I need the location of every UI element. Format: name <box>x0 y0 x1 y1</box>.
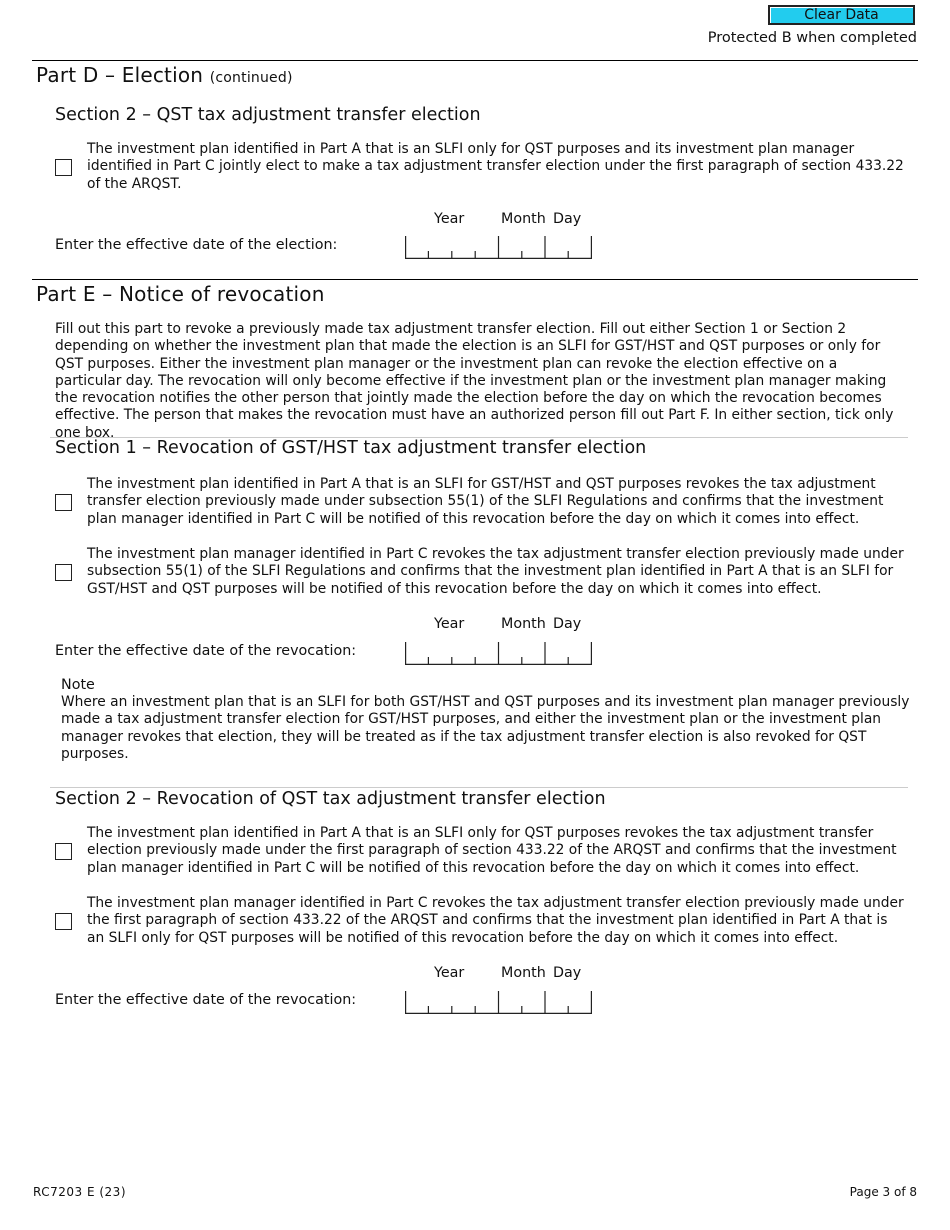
revoke-qst-manager-checkbox[interactable] <box>55 913 72 930</box>
protected-label: Protected B when completed <box>707 30 917 46</box>
part-d-section2-title: Section 2 – QST tax adjustment transfer election <box>55 105 481 125</box>
page-number: Page 3 of 8 <box>849 1185 917 1199</box>
part-d-title <box>36 63 293 87</box>
note-heading: Note <box>61 677 95 693</box>
part-e-section2-title: Section 2 – Revocation of QST tax adjustment transfer election <box>55 789 606 809</box>
part-e-section1-title: Section 1 – Revocation of GST/HST tax adjustment transfer election <box>55 438 647 458</box>
divider <box>50 787 908 788</box>
year-header: Year <box>434 965 465 981</box>
part-e-intro: Fill out this part to revoke a previously made tax adjustment transfer election. Fill out either Section 1 or Section 2 depending on whether the investment plan that made the election is an SLFI for GST/HST and QST purposes or only for QST purposes. Either the investment plan manager or the investment plan can revoke the election effective on a particular day. The revocation will only become effective if the investment plan or the investment plan manager making the revocation notifies the other person that jointly made the election before the day on which the revocation becomes effective. The person that makes the revocation must have an authorized person fill out Part F. In either section, tick only one box. <box>55 321 894 441</box>
form-code: RC7203 E (23) <box>33 1185 127 1199</box>
divider <box>32 60 918 61</box>
note-text: Where an investment plan that is an SLFI for both GST/HST and QST purposes and its investment plan manager previously made a tax adjustment transfer election for GST/HST purposes, and either the investment plan or the investment plan manager revokes that election, they will be treated as if the tax adjustment transfer election is also revoked for QST purposes. <box>61 694 910 762</box>
qst-election-checkbox[interactable] <box>55 159 72 176</box>
part-e-title: Part E – Notice of revocation <box>36 282 325 306</box>
year-header: Year <box>434 616 465 632</box>
election-date-label: Enter the effective date of the election: <box>55 237 338 253</box>
revoke-qst-plan-checkbox[interactable] <box>55 843 72 860</box>
revoke-gst-manager-text: The investment plan manager identified in Part C revokes the tax adjustment transfer election previously made under subsection 55(1) of the SLFI Regulations and confirms that the investment plan identified in Part A that is an SLFI for GST/HST and QST purposes will be notified of this revocation before the day on which it comes into effect. <box>87 546 904 597</box>
revoke-qst-plan-text: The investment plan identified in Part A that is an SLFI only for QST purposes revokes the tax adjustment transfer election previously made under the first paragraph of section 433.22 of the ARQST and confirms that the investment plan manager identified in Part C will be notified of this revocation before the day on which it comes into effect. <box>87 825 897 876</box>
continued-label: (continued) <box>209 70 293 86</box>
qst-election-text: The investment plan identified in Part A that is an SLFI only for QST purposes and its investment plan manager identified in Part C jointly elect to make a tax adjustment transfer election under the first paragraph of section 433.22 of the ARQST. <box>87 141 904 192</box>
revoke-gst-manager-checkbox[interactable] <box>55 564 72 581</box>
part-d-title-text: Part D – Election <box>36 63 204 87</box>
day-header: Day <box>553 616 582 632</box>
revoke-qst-manager-text: The investment plan manager identified in Part C revokes the tax adjustment transfer election previously made under the first paragraph of section 433.22 of the ARQST and confirms that the investment plan identified in Part A that is an SLFI only for QST purposes will be notified of this revocation before the day on which it comes into effect. <box>87 895 904 946</box>
day-header: Day <box>553 965 582 981</box>
month-header: Month <box>501 616 546 632</box>
year-header: Year <box>434 211 465 227</box>
election-date-field[interactable] <box>405 236 592 259</box>
revocation-date-field-2[interactable] <box>405 991 592 1014</box>
revoke-gst-plan-text: The investment plan identified in Part A that is an SLFI for GST/HST and QST purposes revokes the tax adjustment transfer election previously made under subsection 55(1) of the SLFI Regulations and confirms that the investment plan manager identified in Part C will be notified of this revocation before the day on which it comes into effect. <box>87 476 884 527</box>
revocation-date-label: Enter the effective date of the revocation: <box>55 643 357 659</box>
clear-data-button[interactable]: Clear Data <box>768 5 915 25</box>
revoke-gst-plan-checkbox[interactable] <box>55 494 72 511</box>
divider <box>32 279 918 280</box>
month-header: Month <box>501 211 546 227</box>
revocation-date-label: Enter the effective date of the revocation: <box>55 992 357 1008</box>
day-header: Day <box>553 211 582 227</box>
month-header: Month <box>501 965 546 981</box>
revocation-date-field-1[interactable] <box>405 642 592 665</box>
